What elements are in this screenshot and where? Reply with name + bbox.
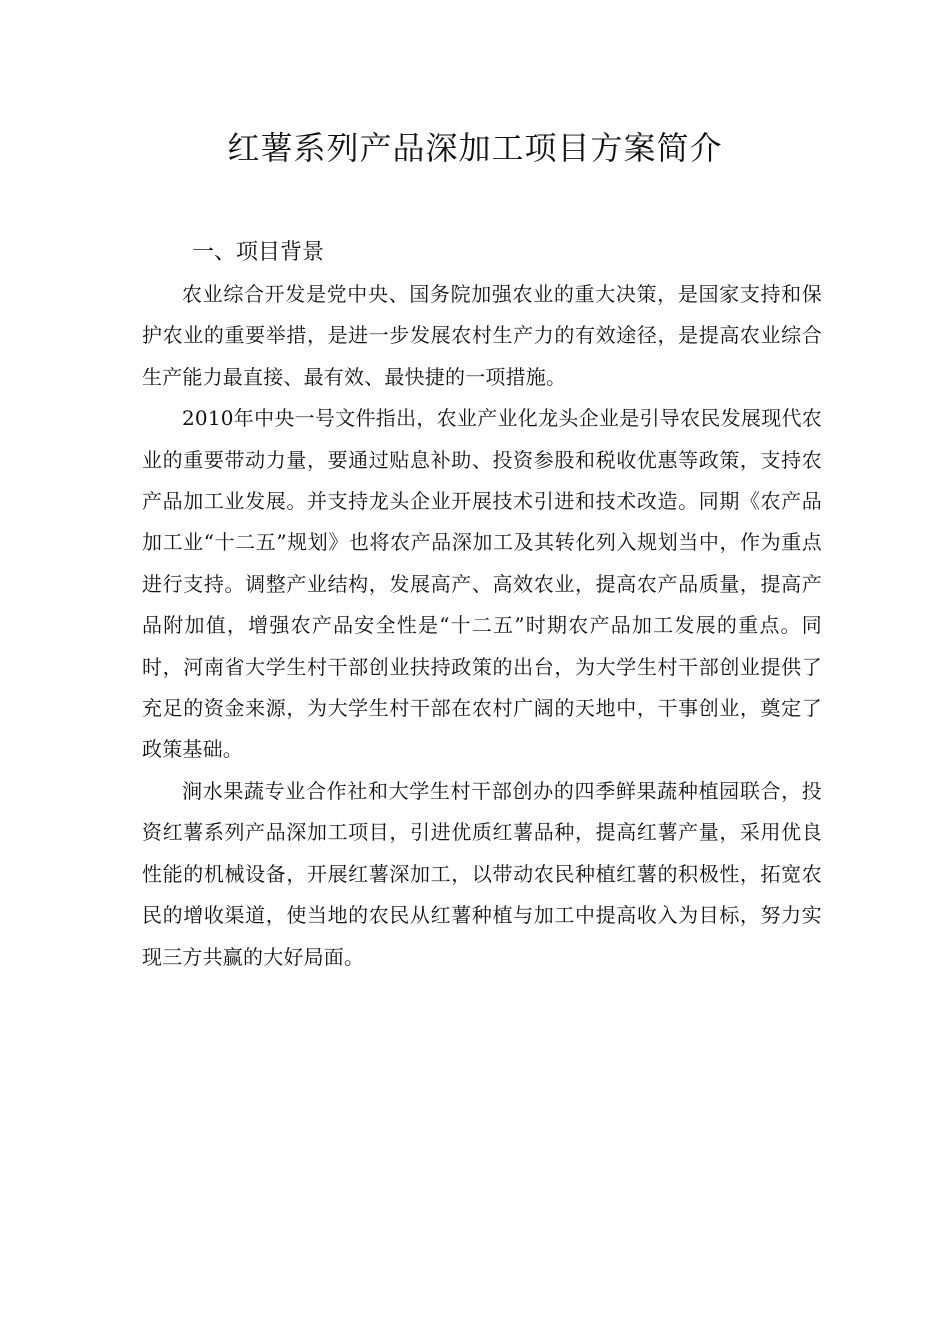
section-heading: 一、项目背景	[192, 240, 325, 265]
paragraph-1: 农业综合开发是党中央、国务院加强农业的重大决策，是国家支持和保护农业的重要举措，是进一步发展农村生产力的有效途径，是提高农业综合生产能力最直接、最有效、最快捷的一项措施。	[142, 282, 822, 389]
paragraph-2: 2010年中央一号文件指出，农业产业化龙头企业是引导农民发展现代农业的重要带动力量，要通过贴息补助、投资参股和税收优惠等政策，支持农产品加工业发展。并支持龙头企业开展技术引进和技术改造。同期《农产品加工业“十二五”规划》也将农产品深加工及其转化列入规划当中，作为重点进行支持。调整产业结构，发展高产、高效农业，提高农产品质量，提高产品附加值，增强农产品安全性是“十二五”时期农产品加工发展的重点。同时，河南省大学生村干部创业扶持政策的出台，为大学生村干部创业提供了充足的资金来源，为大学生村干部在农村广阔的天地中，干事创业，奠定了政策基础。	[142, 406, 822, 762]
document-title: 红薯系列产品深加工项目方案简介	[227, 129, 723, 167]
body-text	[142, 274, 822, 978]
paragraph-3: 涧水果蔬专业合作社和大学生村干部创办的四季鲜果蔬种植园联合，投资红薯系列产品深加工项目，引进优质红薯品种，提高红薯产量，采用优良性能的机械设备，开展红薯深加工，以带动农民种植红薯的积极性，拓宽农民的增收渠道，使当地的农民从红薯种植与加工中提高收入为目标，努力实现三方共赢的大好局面。	[142, 778, 822, 969]
